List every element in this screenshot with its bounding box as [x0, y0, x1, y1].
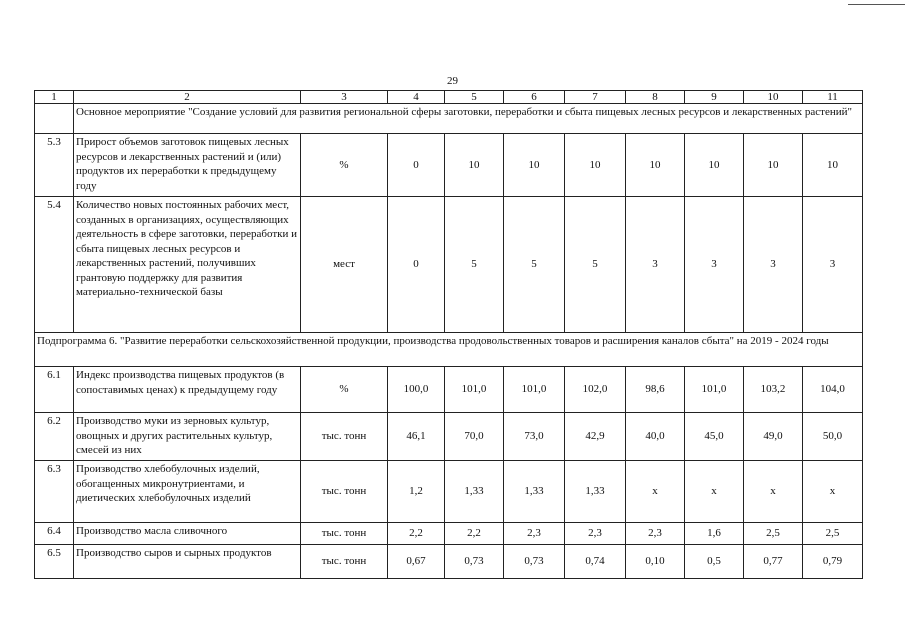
- indicators-table: [34, 90, 863, 579]
- value-cell: 0: [388, 197, 445, 333]
- table-row: [35, 197, 863, 333]
- value-cell: 0,77: [744, 545, 803, 579]
- table-row: [35, 134, 863, 197]
- value-cell: 1,6: [685, 523, 744, 545]
- indicator-name: Индекс производства пищевых продуктов (в сопоставимых ценах) к предыдущему году: [74, 367, 301, 413]
- indicator-name: Количество новых постоянных рабочих мест, созданных в организациях, осуществляющих деятельность в сфере заготовки, переработки и сбыта пищевых лесных ресурсов и лекарственных растений, получивших грантовую поддержку для развития материально-технической базы: [74, 197, 301, 333]
- value-cell: 10: [626, 134, 685, 197]
- column-header: 5: [445, 91, 504, 104]
- top-edge-rule: [848, 4, 905, 5]
- value-cell: 50,0: [803, 413, 863, 461]
- row-number: 6.1: [35, 367, 74, 413]
- value-cell: 0,73: [504, 545, 565, 579]
- value-cell: 10: [803, 134, 863, 197]
- empty-cell: [35, 104, 74, 134]
- value-cell: 42,9: [565, 413, 626, 461]
- indicator-name: Прирост объемов заготовок пищевых лесных ресурсов и лекарственных растений и (или) продуктов их переработки к предыдущему году: [74, 134, 301, 197]
- value-cell: х: [626, 461, 685, 523]
- unit-cell: тыс. тонн: [301, 413, 388, 461]
- row-number: 6.5: [35, 545, 74, 579]
- value-cell: 104,0: [803, 367, 863, 413]
- value-cell: 101,0: [685, 367, 744, 413]
- indicator-name: Производство хлебобулочных изделий, обогащенных микронутриентами, и диетических хлебобулочных изделий: [74, 461, 301, 523]
- unit-cell: тыс. тонн: [301, 545, 388, 579]
- value-cell: 5: [504, 197, 565, 333]
- value-cell: 70,0: [445, 413, 504, 461]
- indicator-name: Производство масла сливочного: [74, 523, 301, 545]
- main-activity-row: [35, 104, 863, 134]
- page-number: 29: [447, 75, 458, 87]
- column-header: 6: [504, 91, 565, 104]
- value-cell: 102,0: [565, 367, 626, 413]
- row-number: 6.2: [35, 413, 74, 461]
- value-cell: 40,0: [626, 413, 685, 461]
- value-cell: 49,0: [744, 413, 803, 461]
- value-cell: 10: [744, 134, 803, 197]
- value-cell: 98,6: [626, 367, 685, 413]
- row-number: 6.4: [35, 523, 74, 545]
- value-cell: 2,3: [504, 523, 565, 545]
- column-header: 8: [626, 91, 685, 104]
- main-activity-title: Основное мероприятие "Создание условий для развития региональной сферы заготовки, переработки и сбыта пищевых лесных ресурсов и лекарственных растений": [74, 104, 863, 134]
- column-header: 3: [301, 91, 388, 104]
- value-cell: 3: [803, 197, 863, 333]
- value-cell: 101,0: [504, 367, 565, 413]
- column-header: 4: [388, 91, 445, 104]
- value-cell: 10: [445, 134, 504, 197]
- unit-cell: %: [301, 367, 388, 413]
- value-cell: 2,5: [803, 523, 863, 545]
- value-cell: 5: [565, 197, 626, 333]
- indicator-name: Производство муки из зерновых культур, овощных и других растительных культур, смесей из них: [74, 413, 301, 461]
- value-cell: 1,33: [504, 461, 565, 523]
- value-cell: 5: [445, 197, 504, 333]
- value-cell: 103,2: [744, 367, 803, 413]
- column-header: 10: [744, 91, 803, 104]
- table-row: [35, 545, 863, 579]
- value-cell: 1,33: [445, 461, 504, 523]
- table-row: [35, 523, 863, 545]
- value-cell: 3: [685, 197, 744, 333]
- value-cell: 45,0: [685, 413, 744, 461]
- table-row: [35, 461, 863, 523]
- row-number: 5.4: [35, 197, 74, 333]
- value-cell: 0,79: [803, 545, 863, 579]
- table-row: [35, 367, 863, 413]
- value-cell: 3: [626, 197, 685, 333]
- value-cell: 10: [504, 134, 565, 197]
- column-header: 7: [565, 91, 626, 104]
- row-number: 5.3: [35, 134, 74, 197]
- value-cell: 10: [565, 134, 626, 197]
- value-cell: 2,5: [744, 523, 803, 545]
- value-cell: 0: [388, 134, 445, 197]
- unit-cell: тыс. тонн: [301, 461, 388, 523]
- table-row: [35, 413, 863, 461]
- value-cell: 2,3: [626, 523, 685, 545]
- indicator-name: Производство сыров и сырных продуктов: [74, 545, 301, 579]
- value-cell: х: [803, 461, 863, 523]
- value-cell: 73,0: [504, 413, 565, 461]
- value-cell: 0,67: [388, 545, 445, 579]
- value-cell: 100,0: [388, 367, 445, 413]
- value-cell: 2,2: [445, 523, 504, 545]
- subprogram-title: Подпрограмма 6. "Развитие переработки сельскохозяйственной продукции, производства продовольственных товаров и расширения каналов сбыта" на 2019 - 2024 годы: [35, 333, 863, 367]
- value-cell: 0,10: [626, 545, 685, 579]
- value-cell: 0,74: [565, 545, 626, 579]
- value-cell: 3: [744, 197, 803, 333]
- value-cell: 10: [685, 134, 744, 197]
- row-number: 6.3: [35, 461, 74, 523]
- column-header: 2: [74, 91, 301, 104]
- unit-cell: %: [301, 134, 388, 197]
- column-number-row: [35, 91, 863, 104]
- value-cell: 2,3: [565, 523, 626, 545]
- column-header: 1: [35, 91, 74, 104]
- column-header: 9: [685, 91, 744, 104]
- value-cell: х: [744, 461, 803, 523]
- value-cell: 101,0: [445, 367, 504, 413]
- value-cell: 46,1: [388, 413, 445, 461]
- subprogram-row: [35, 333, 863, 367]
- unit-cell: мест: [301, 197, 388, 333]
- column-header: 11: [803, 91, 863, 104]
- unit-cell: тыс. тонн: [301, 523, 388, 545]
- value-cell: 0,73: [445, 545, 504, 579]
- value-cell: 0,5: [685, 545, 744, 579]
- value-cell: 2,2: [388, 523, 445, 545]
- value-cell: х: [685, 461, 744, 523]
- value-cell: 1,33: [565, 461, 626, 523]
- value-cell: 1,2: [388, 461, 445, 523]
